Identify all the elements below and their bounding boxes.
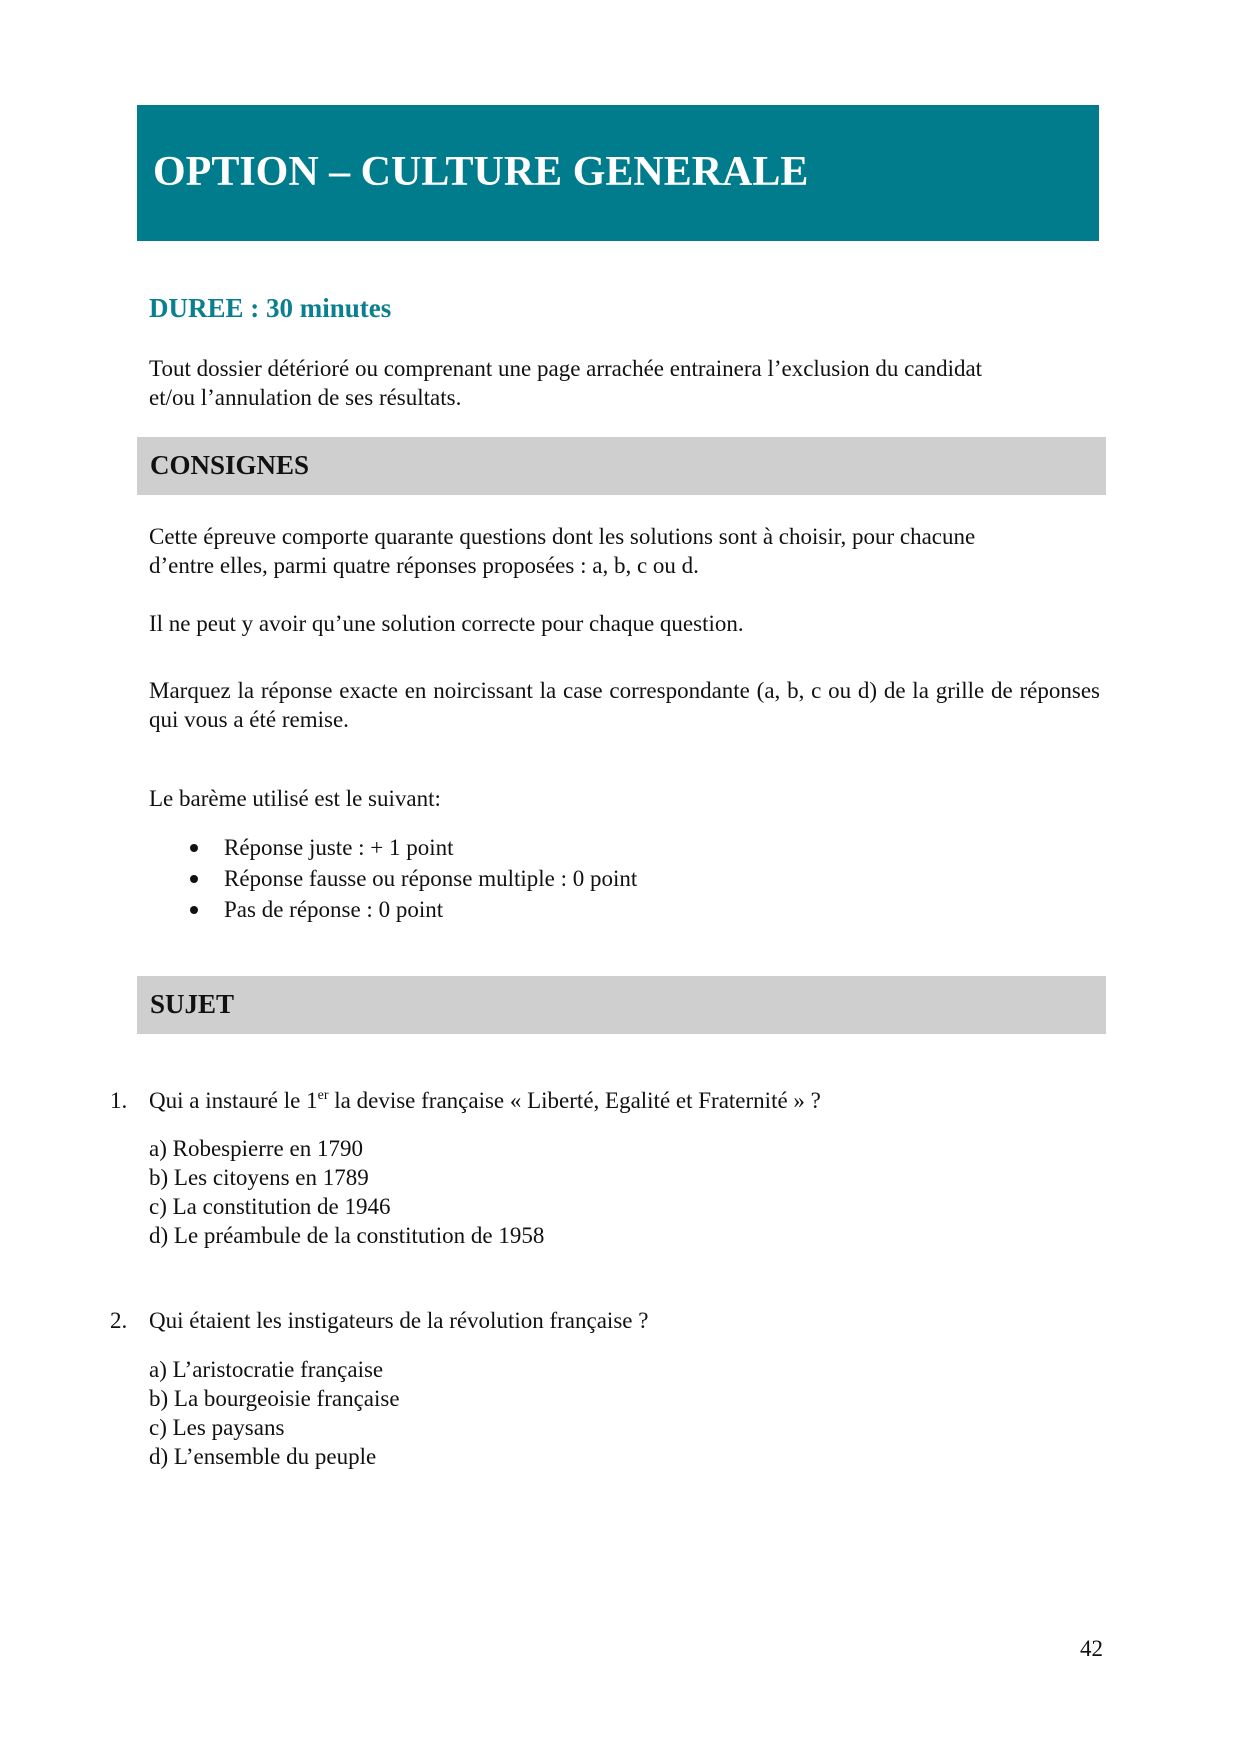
- consignes-p1-line-1: Cette épreuve comporte quarante questions dont les solutions sont à choisir, pour chacune: [149, 524, 976, 549]
- answer-option: c) La constitution de 1946: [149, 1194, 391, 1219]
- warning-line-2: et/ou l’annulation de ses résultats.: [149, 385, 462, 410]
- answer-option: b) La bourgeoisie française: [149, 1386, 400, 1411]
- bullet-icon: [190, 875, 198, 883]
- answer-option: d) Le préambule de la constitution de 1958: [149, 1223, 545, 1248]
- question-2-number: 2.: [110, 1308, 128, 1333]
- title-banner: [137, 105, 1099, 241]
- consignes-paragraph-4: Le barème utilisé est le suivant:: [149, 786, 441, 811]
- consignes-heading: CONSIGNES: [150, 450, 310, 480]
- warning-paragraph: [149, 354, 982, 412]
- scoring-list: [186, 832, 637, 925]
- consignes-p1-line-2: d’entre elles, parmi quatre réponses proposées : a, b, c ou d.: [149, 553, 699, 578]
- answer-option: a) L’aristocratie française: [149, 1357, 384, 1382]
- warning-line-1: Tout dossier détérioré ou comprenant une page arrachée entrainera l’exclusion du candidat: [149, 356, 983, 381]
- superscript: er: [317, 1088, 329, 1103]
- consignes-paragraph-2: Il ne peut y avoir qu’une solution correcte pour chaque question.: [149, 611, 744, 636]
- question-2-options: [149, 1355, 400, 1471]
- answer-option: b) Les citoyens en 1789: [149, 1165, 369, 1190]
- answer-option: a) Robespierre en 1790: [149, 1136, 363, 1161]
- bullet-icon: [190, 906, 198, 914]
- consignes-paragraph-3: Marquez la réponse exacte en noircissant la case correspondante (a, b, c ou d) de la grille de réponses qui vous a été remise.: [149, 678, 1100, 732]
- duration-heading: DUREE : 30 minutes: [149, 293, 392, 323]
- answer-option: d) L’ensemble du peuple: [149, 1444, 377, 1469]
- question-1-text: Qui a instauré le 1er la devise française « Liberté, Egalité et Fraternité » ?: [149, 1088, 821, 1113]
- page-title: OPTION – CULTURE GENERALE: [153, 149, 809, 195]
- sujet-heading: SUJET: [150, 989, 235, 1019]
- scoring-item: Réponse fausse ou réponse multiple : 0 point: [186, 863, 637, 894]
- question-2-text: Qui étaient les instigateurs de la révolution française ?: [149, 1308, 649, 1333]
- consignes-section-bar: [137, 437, 1106, 495]
- sujet-section-bar: [137, 976, 1106, 1034]
- scoring-item: Pas de réponse : 0 point: [186, 894, 637, 925]
- question-1-options: [149, 1134, 544, 1250]
- bullet-icon: [190, 844, 198, 852]
- scoring-item: Réponse juste : + 1 point: [186, 832, 637, 863]
- consignes-paragraph-1: [149, 522, 975, 580]
- question-1-number: 1.: [110, 1088, 128, 1113]
- page-number: 42: [1080, 1636, 1103, 1661]
- answer-option: c) Les paysans: [149, 1415, 285, 1440]
